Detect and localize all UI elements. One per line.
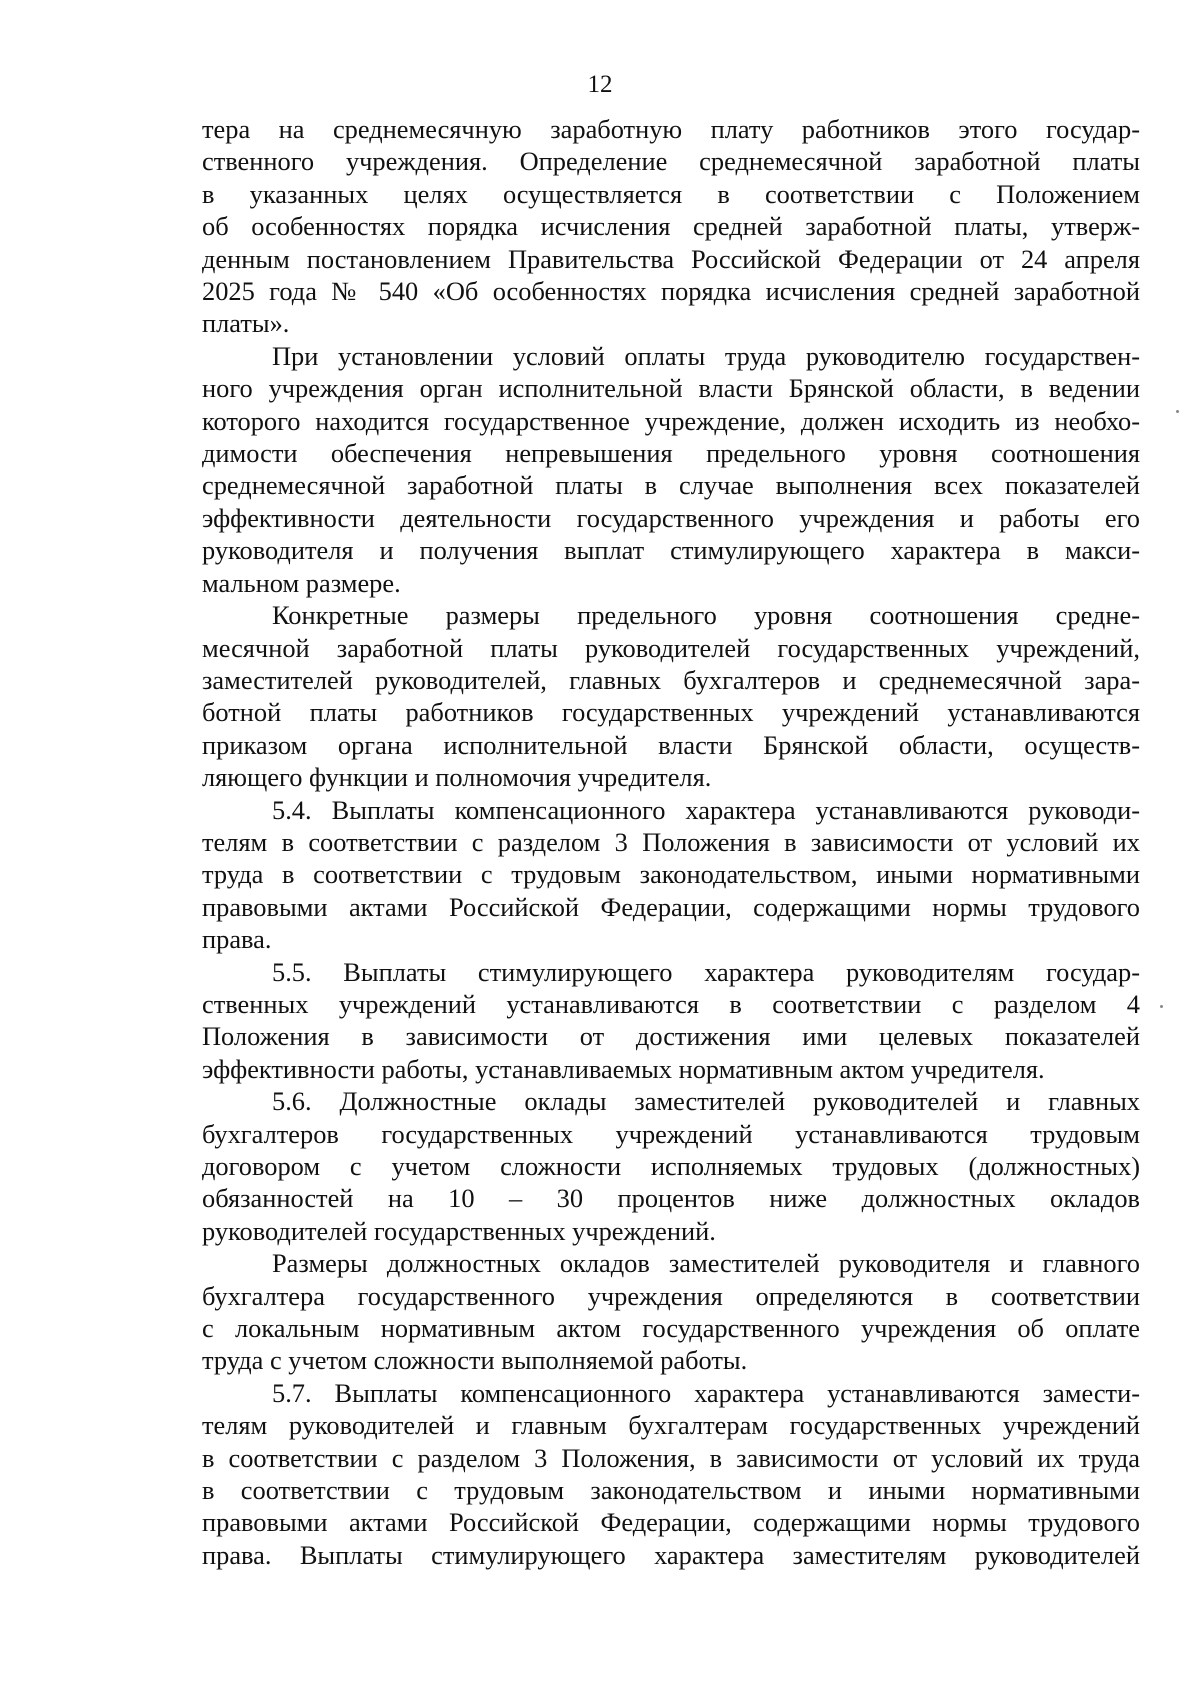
text-line: договором с учетом сложности исполняемых трудовых (должностных) xyxy=(202,1151,1140,1181)
text-line: телям в соответствии с разделом 3 Положения в зависимости от условий их xyxy=(202,826,1140,857)
text-line: Положения в зависимости от достижения ими целевых показателей xyxy=(202,1021,1140,1052)
text-line: ного учреждения орган исполнительной власти Брянской области, в ведении xyxy=(202,373,1140,404)
text-line: среднемесячной заработной платы в случае выполнения всех показателей xyxy=(202,470,1140,501)
text-line: в соответствии с разделом 3 Положения, в зависимости от условий их труда xyxy=(202,1442,1140,1473)
text-line: 5.6. Должностные оклады заместителей руководителей и главных xyxy=(272,1086,1140,1117)
text-line: руководителя и получения выплат стимулирующего характера в макси- xyxy=(202,535,1140,566)
text-line: ляющего функции и полномочия учредителя. xyxy=(202,762,712,793)
text-line: об особенностях порядка исчисления средней заработной платы, утверж- xyxy=(202,211,1140,242)
text-line: месячной заработной платы руководителей государственных учреждений, xyxy=(202,632,1140,663)
text-line: 5.7. Выплаты компенсационного характера устанавливаются замести- xyxy=(272,1377,1140,1408)
text-line: труда в соответствии с трудовым законодательством, иными нормативными xyxy=(202,859,1140,890)
text-line: 5.5. Выплаты стимулирующего характера руководителям государ- xyxy=(272,956,1140,987)
text-line: приказом органа исполнительной власти Брянской области, осуществ- xyxy=(202,729,1140,760)
text-line: Конкретные размеры предельного уровня соотношения средне- xyxy=(272,600,1140,631)
text-line: права. xyxy=(202,924,272,955)
text-line: руководителей государственных учреждений. xyxy=(202,1215,716,1246)
text-line: правовыми актами Российской Федерации, содержащими нормы трудового xyxy=(202,891,1140,922)
text-line: правовыми актами Российской Федерации, содержащими нормы трудового xyxy=(202,1507,1140,1538)
text-line: ственного учреждения. Определение среднемесячной заработной платы xyxy=(202,146,1140,177)
document-body xyxy=(202,113,1140,1571)
text-line: бухгалтера государственного учреждения определяются в соответствии xyxy=(202,1280,1140,1311)
text-line: При установлении условий оплаты труда руководителю государствен- xyxy=(272,340,1140,371)
text-line: эффективности работы, устанавливаемых нормативным актом учредителя. xyxy=(202,1053,1045,1084)
page-number: 12 xyxy=(587,71,613,98)
text-line: с локальным нормативным актом государственного учреждения об оплате xyxy=(202,1313,1140,1344)
text-line: Размеры должностных окладов заместителей руководителя и главного xyxy=(272,1248,1140,1279)
text-line: в указанных целях осуществляется в соответствии с Положением xyxy=(202,178,1140,209)
text-line: мальном размере. xyxy=(202,567,401,598)
text-line: заместителей руководителей, главных бухгалтеров и среднемесячной зара- xyxy=(202,664,1140,695)
text-line: тера на среднемесячную заработную плату работников этого государ- xyxy=(202,114,1140,144)
text-line: права. Выплаты стимулирующего характера заместителям руководителей xyxy=(202,1539,1140,1570)
text-line: ственных учреждений устанавливаются в соответствии с разделом 4 xyxy=(202,988,1140,1019)
text-line: бухгалтеров государственных учреждений устанавливаются трудовым xyxy=(202,1118,1140,1149)
scan-speck xyxy=(1160,1005,1163,1008)
text-line: платы». xyxy=(202,308,290,339)
text-line: которого находится государственное учреждение, должен исходить из необхо- xyxy=(202,405,1140,436)
text-line: димости обеспечения непревышения предельного уровня соотношения xyxy=(202,438,1140,469)
text-line: обязанностей на 10 – 30 процентов ниже должностных окладов xyxy=(202,1183,1140,1214)
text-line: ботной платы работников государственных учреждений устанавливаются xyxy=(202,697,1140,728)
text-line: 5.4. Выплаты компенсационного характера устанавливаются руководи- xyxy=(272,794,1140,825)
text-line: труда с учетом сложности выполняемой работы. xyxy=(202,1345,748,1376)
text-line: 2025 года № 540 «Об особенностях порядка исчисления средней заработной xyxy=(202,276,1140,307)
text-line: денным постановлением Правительства Российской Федерации от 24 апреля xyxy=(202,243,1140,274)
text-line: эффективности деятельности государственного учреждения и работы его xyxy=(202,502,1140,533)
text-line: в соответствии с трудовым законодательством и иными нормативными xyxy=(202,1475,1140,1506)
scan-speck xyxy=(1176,410,1179,413)
text-line: телям руководителей и главным бухгалтерам государственных учреждений xyxy=(202,1410,1140,1441)
